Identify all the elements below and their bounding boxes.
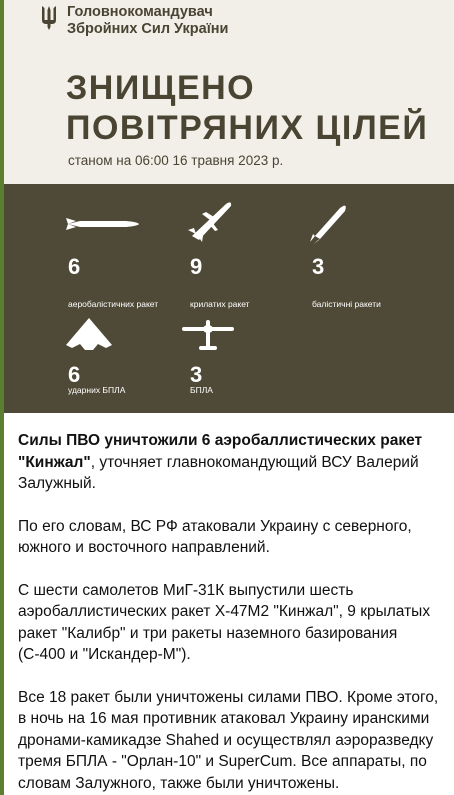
strike-drone-icon [66,318,112,352]
ballistic-missile-icon [310,202,350,244]
stat-value: 9 [190,254,203,279]
stat-value: 3 [312,254,325,279]
headline-line-1: ЗНИЩЕНО [66,69,256,107]
stat-label: аеробалістичних ракет [68,299,159,309]
infographic-headline [66,68,428,148]
infographic-date: станом на 06:00 16 травня 2023 р. [68,153,284,168]
paragraph-1 [18,430,444,495]
stats-panel [4,184,454,413]
post-text [18,430,444,795]
infographic-image[interactable] [4,0,454,413]
stat-value: 6 [68,362,81,387]
stat-value: 3 [190,362,203,387]
paragraph-4: Все 18 ракет были уничтожены силами ПВО. Кроме этого, в ночь на 16 мая противник атаковал Украину иранскими дронами-камикадзе Shahed и осуществлял аэроразведку тремя БПЛА - "Орлан-10" и SuperCum. Все аппараты, по словам Залужного, также были уничтожены. [18,688,439,792]
paragraph-1-rest: , уточняет главнокомандующий ВСУ Валерий Залужный. [18,453,419,492]
brand-line-2: Збройних Сил України [67,21,229,37]
aeroballistic-missile-icon [66,216,140,232]
stat-value: 6 [68,254,81,279]
brand-name [67,4,228,38]
stat-label: БПЛА [190,385,213,395]
uav-icon [182,320,234,352]
stat-label: балістичні ракети [312,299,381,309]
trident-icon [40,5,58,31]
cruise-missile-icon [188,200,234,242]
paragraph-1-bold: Силы ПВО уничтожили 6 аэробаллистических ракет "Кинжал" [18,432,423,471]
brand-line-1: Головнокомандувач [67,4,213,20]
brand-header [40,4,228,38]
paragraph-3: С шести самолетов МиГ-31К выпустили шесть аэробаллистических ракет Х-47М2 "Кинжал", 9 крылатых ракет "Калибр" и три ракеты наземного базирования (С-400 и "Искандер-М"). [18,581,431,663]
stat-label: ударних БПЛА [68,385,126,395]
stat-label: крилатих ракет [190,299,250,309]
headline-line-2: ПОВІТРЯНИХ ЦІЛЕЙ [66,109,429,147]
paragraph-2: По его словам, ВС РФ атаковали Украину с северного, южного и восточного направлений. [18,517,412,556]
